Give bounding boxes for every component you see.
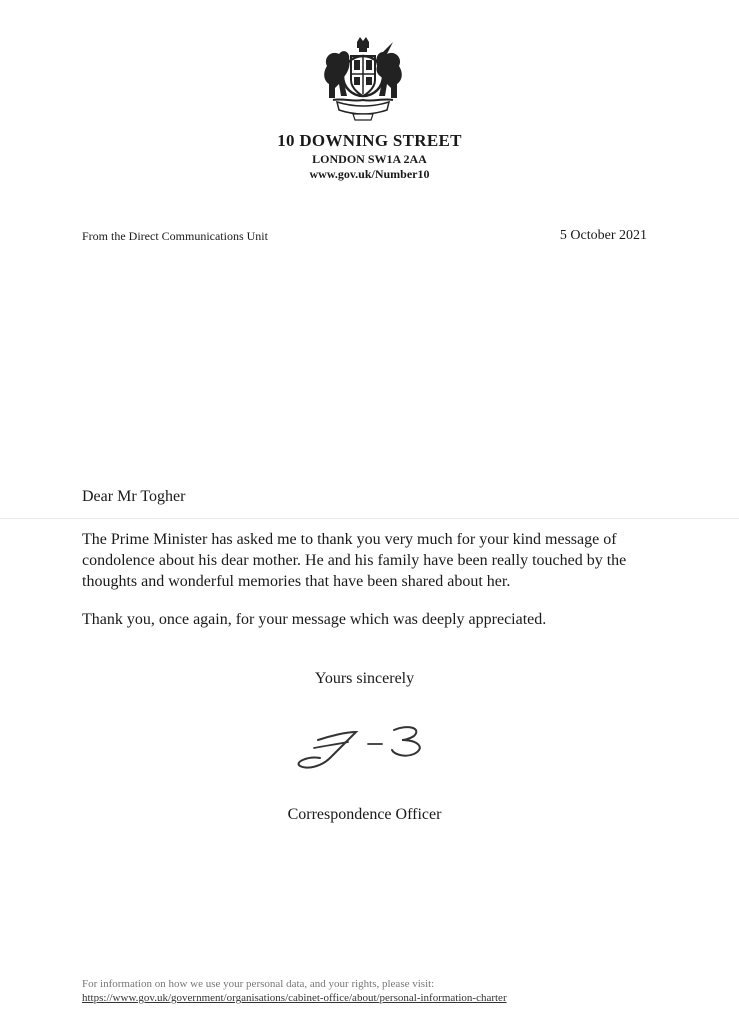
salutation: Dear Mr Togher	[82, 488, 186, 505]
sender-unit: From the Direct Communications Unit	[82, 229, 268, 243]
closing-line: Yours sincerely	[314, 670, 415, 687]
letter-date: 5 October 2021	[559, 228, 647, 243]
royal-coat-of-arms-icon	[313, 36, 413, 122]
body-paragraph-1: The Prime Minister has asked me to thank you very much for your kind message of condolence about his dear mother. He and his family have been really touched by the thoughts and wonderful memories that have been shared about her.	[82, 531, 627, 590]
letterhead-title: 10 DOWNING STREET	[277, 131, 462, 150]
footer-privacy-note: For information on how we use your personal data, and your rights, please visit:	[82, 978, 435, 990]
letterhead-address: LONDON SW1A 2AA	[312, 152, 427, 166]
fold-line-divider	[0, 518, 739, 519]
body-paragraph-2: Thank you, once again, for your message which was deeply appreciated.	[82, 611, 547, 628]
letterhead-website: www.gov.uk/Number10	[309, 167, 430, 181]
handwritten-signature-icon	[290, 718, 440, 774]
footer-privacy-link[interactable]: https://www.gov.uk/government/organisations/cabinet-office/about/personal-information-charter	[82, 992, 507, 1004]
signatory-title: Correspondence Officer	[287, 806, 442, 823]
